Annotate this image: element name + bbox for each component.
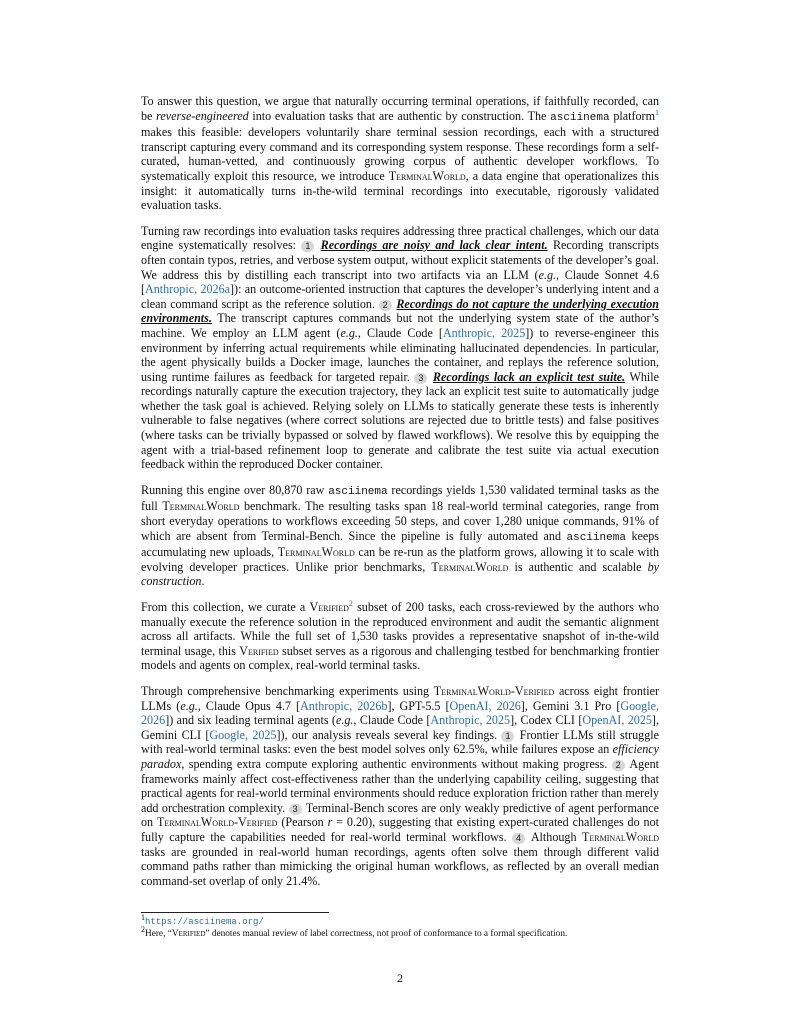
footnotes: [141, 912, 659, 940]
text: ], GPT-5.5 [: [387, 698, 450, 713]
text: From this collection, we curate a: [141, 600, 310, 614]
number-badge: 2: [379, 300, 392, 311]
number-badge: 1: [501, 731, 514, 742]
text: While recordings naturally capture the execution trajectory, they lack an explicit test suite to automatically judge whether the task goal is achieved. Relying solely on LLMs to statically generate these tests is inherently vulnerable to false negatives (where correct solutions are rejected due to brittle tests) and false positives (where tasks can be trivially bypassed or solved by flawed workflows). We resolve this by equipping the agent with a trial-based refinement loop to generate and calibrate the test suite via actual execution feedback within the reproduced Docker container.: [141, 369, 659, 472]
text: ], Codex CLI [: [510, 713, 583, 728]
number-badge: 1: [301, 241, 314, 252]
number-badge: 4: [512, 833, 525, 844]
footnote-ref-2[interactable]: 2: [348, 598, 353, 608]
text: ]), our analysis reveals several key findings.: [276, 727, 502, 742]
system-name: TerminalWorld: [388, 168, 466, 183]
text: across eight frontier LLMs (: [141, 683, 659, 713]
emphasis-text: by construction: [141, 559, 660, 589]
emphasis-text: e.g.: [340, 325, 358, 340]
text: Here, “: [145, 929, 172, 939]
text: , a data engine that operationalizes this insight: it automatically turns in-the-wild terminal recordings into executable, rigorously validated evaluation tasks.: [141, 168, 659, 213]
text: recordings yields 1,530 validated terminal tasks as the full: [141, 482, 659, 514]
verified-name: Verified: [239, 643, 279, 658]
code-asciinema: asciinema: [566, 531, 626, 544]
text: ], Gemini CLI [: [141, 713, 659, 742]
number-badge: 3: [289, 804, 302, 815]
text: , Claude Code [: [357, 325, 443, 340]
verified-name: Verified: [309, 600, 349, 614]
text: .: [201, 574, 205, 589]
citation-link[interactable]: Google, 2026: [141, 698, 659, 728]
text: ]) to reverse-engineer this environment by inferring actual requirements while eliminating hallucinated dependencies. In particular, the agent physically builds a Docker image, launches the container, and replays the reference solution, using runtime failures as feedback for targeted repair.: [141, 325, 659, 384]
page-number: 2: [397, 971, 403, 985]
paragraph-verified: [141, 600, 659, 673]
text: keeps accumulating new uploads,: [141, 528, 659, 560]
text: into evaluation tasks that are authentic by construction. The: [248, 108, 551, 123]
text: makes this feasible: developers voluntarily share terminal session recordings, each with a structured transcript capturing every command and its corresponding system response. These recordings form a self-curated, human-vetted, and continuously growing corpus of authentic developer workflows. To systematically exploit this resource, we introduce: [141, 125, 659, 183]
challenge-heading: Recordings do not capture the underlying execution environments.: [141, 296, 660, 326]
citation-link[interactable]: Anthropic, 2025: [430, 713, 511, 728]
citation-link[interactable]: OpenAI, 2026: [449, 698, 521, 713]
citation-link[interactable]: Anthropic, 2026b: [300, 698, 388, 713]
system-name: TerminalWorld: [162, 499, 240, 514]
footnote-rule: [141, 912, 329, 913]
text: , Claude Code [: [353, 713, 431, 728]
emphasis-text: e.g.: [335, 713, 354, 728]
text: Through comprehensive benchmarking experiments using: [141, 683, 434, 698]
text: ]) and six leading terminal agents (: [165, 713, 336, 728]
citation-link[interactable]: Anthropic, 2025: [442, 325, 526, 340]
emphasis-text: e.g.: [538, 267, 557, 282]
text: ” denotes manual review of label correctness, not proof of conformance to a formal specification.: [205, 929, 568, 939]
paragraph-scale: [141, 483, 659, 589]
code-asciinema: asciinema: [550, 111, 610, 124]
text: subset serves as a rigorous and challenging testbed for benchmarking frontier models and agents on complex, real-world terminal tasks.: [141, 643, 659, 673]
text: tasks are grounded in real-world human recordings, agents often solve them through different valid command paths rather than mimicking the original human workflows, as reflected by an overall median command-set overlap of only 21.4%.: [141, 844, 659, 888]
challenge-heading: Recordings lack an explicit test suite.: [432, 369, 626, 384]
emphasis-text: e.g.: [180, 698, 198, 713]
system-name: TerminalWorld-Verified: [157, 815, 278, 830]
footnote-2: [141, 924, 659, 940]
text: The transcript captures commands but not the underlying system state of the author’s machine. We employ an LLM agent (: [141, 311, 659, 340]
text: Terminal-Bench scores are only weakly predictive of agent performance on: [141, 800, 659, 830]
paragraph-findings: [141, 684, 659, 888]
system-name: TerminalWorld: [431, 559, 509, 574]
text: Frontier LLMs still struggle with real-world terminal tasks: even the best model solves only 62.5%, while failures expose an: [141, 727, 659, 757]
footnote-mark: 1: [141, 912, 145, 922]
challenge-heading: Recordings are noisy and lack clear intent.: [320, 238, 548, 253]
text: (Pearson: [277, 815, 328, 830]
citation-link[interactable]: Google, 2025: [209, 727, 277, 742]
text: can be re-run as the platform grows, allowing it to scale with evolving developer practices. Unlike prior benchmarks,: [141, 545, 660, 574]
text: platform: [609, 108, 655, 123]
text: Turning raw recordings into evaluation tasks requires addressing three practical challenges, which our data engine systematically resolves:: [141, 223, 659, 253]
system-name: TerminalWorld: [277, 545, 355, 560]
citation-link[interactable]: Anthropic, 2026a: [145, 282, 231, 297]
text: Running this engine over 80,870 raw: [141, 482, 329, 497]
text: , Claude Sonnet 4.6 [: [141, 267, 659, 297]
footnote-ref-1[interactable]: 1: [654, 107, 659, 117]
paragraph-challenges: [141, 224, 659, 472]
text: subset of 200 tasks, each cross-reviewed by the authors who manually execute the reference solution in the reproduced environment and audit the semantic alignment across all artifacts. While the full set of 1,530 tasks provides a representative snapshot of in-the-wild terminal usage, this: [141, 600, 659, 658]
text: ], Gemini 3.1 Pro [: [520, 698, 621, 713]
citation-link[interactable]: OpenAI, 2025: [582, 713, 652, 728]
page-body: [141, 94, 659, 899]
emphasis-text: reverse-engineered: [156, 108, 249, 123]
text: Although: [526, 829, 582, 844]
text: , Claude Opus 4.7 [: [197, 698, 301, 713]
number-badge: 2: [612, 760, 625, 771]
text: = 0.20), suggesting that existing expert-curated challenges do not fully capture the capabilities needed for real-world terminal workflows.: [141, 815, 659, 844]
text: benchmark. The resulting tasks span 18 real-world terminal categories, range from short everyday operations to workflows exceeding 50 steps, and cover 1,280 unique commands, 91% of which are absent from Terminal-Bench. Since the pipeline is fully automated and: [141, 499, 659, 543]
emphasis-text: efficiency paradox: [141, 742, 659, 771]
math-variable: r: [327, 815, 333, 830]
system-name: TerminalWorld-Verified: [433, 683, 555, 698]
verified-name: Verified: [171, 929, 206, 939]
code-asciinema: asciinema: [328, 485, 388, 498]
paragraph-intro: [141, 94, 659, 213]
footnote-url-link[interactable]: https://asciinema.org/: [145, 917, 264, 927]
text: To answer this question, we argue that naturally occurring terminal operations, if faithfully recorded, can be: [141, 94, 659, 123]
text: Recording transcripts often contain typos, retries, and verbose system output, without explicit statements of the developer’s goal. We address this by distilling each transcript into two artifacts via an LLM (: [141, 238, 659, 282]
text: is authentic and scalable: [508, 559, 648, 574]
text: , spending extra compute exploring authentic environments without making progress.: [181, 756, 612, 771]
footnote-1: [141, 912, 659, 928]
text: Agent frameworks mainly affect cost-effectiveness rather than the underlying capability ceiling, suggesting that practical agents for real-world terminal environments should reduce exploration friction rather than merely add orchestration complexity.: [141, 756, 659, 815]
system-name: TerminalWorld: [581, 829, 659, 844]
text: ]): an outcome-oriented instruction that captures the developer’s underlying intent and a clean command script as the reference solution.: [141, 282, 659, 311]
footnote-mark: 2: [141, 924, 145, 934]
number-badge: 3: [414, 373, 427, 384]
